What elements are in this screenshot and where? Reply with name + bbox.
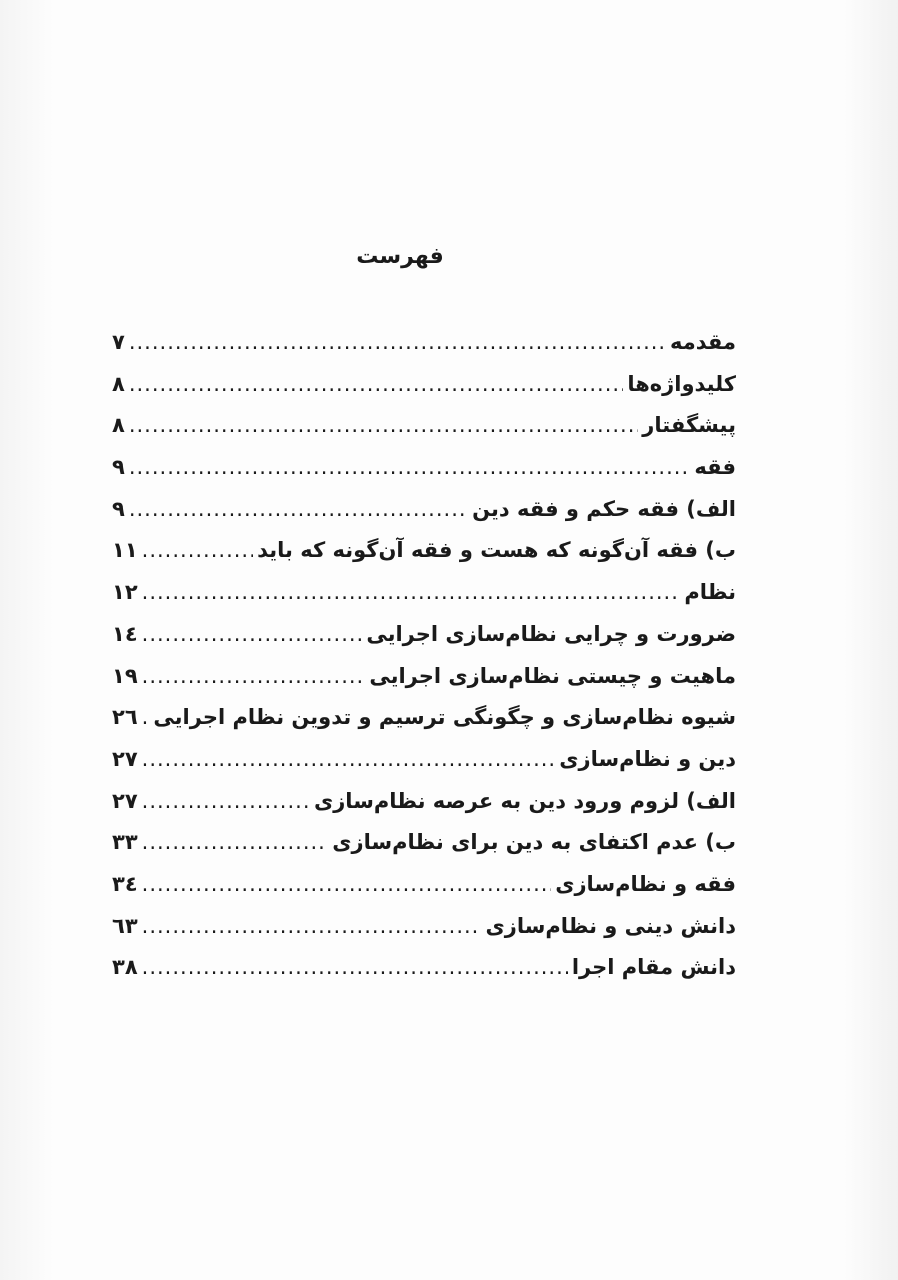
toc-entry-page: ٩ <box>112 455 125 480</box>
toc-entry <box>112 955 736 997</box>
toc-entry-page: ١٤ <box>112 621 138 646</box>
dot-leader <box>142 664 366 688</box>
dot-leader <box>129 413 638 437</box>
toc-entry-page: ٣٤ <box>112 871 138 896</box>
toc-entry-page: ١٢ <box>112 580 138 605</box>
toc-entry <box>112 872 736 914</box>
dot-leader <box>142 622 363 646</box>
toc-entry-page: ٨ <box>112 371 125 396</box>
toc-entry-title: فقه و نظام‌سازی <box>555 871 736 896</box>
toc-entry-title: دین و نظام‌سازی <box>559 746 736 771</box>
toc-entry-title: ب) عدم اکتفای به دین برای نظام‌سازی <box>332 830 736 855</box>
dot-leader <box>129 372 624 396</box>
toc-entry <box>112 914 736 956</box>
table-of-contents <box>112 330 736 997</box>
page-title: فهرست <box>356 244 444 269</box>
toc-entry-page: ٢٧ <box>112 788 138 813</box>
toc-entry-title: ب) فقه آن‌گونه که هست و فقه آن‌گونه که باید <box>257 538 736 563</box>
dot-leader <box>129 455 691 479</box>
toc-entry <box>112 497 736 539</box>
dot-leader <box>129 330 666 354</box>
toc-entry-title: ماهیت و چیستی نظام‌سازی اجرایی <box>369 663 736 688</box>
dot-leader <box>142 538 254 562</box>
toc-entry <box>112 622 736 664</box>
toc-entry-page: ٣٨ <box>112 955 138 980</box>
toc-entry-page: ٢٦ <box>112 705 138 730</box>
toc-entry-page: ٨ <box>112 413 125 438</box>
toc-entry-title: نظام <box>684 580 736 605</box>
dot-leader <box>129 497 468 521</box>
toc-entry-title: دانش مقام اجرا <box>571 955 736 980</box>
toc-entry <box>112 830 736 872</box>
dot-leader <box>142 789 310 813</box>
dot-leader <box>142 580 681 604</box>
toc-entry <box>112 664 736 706</box>
toc-entry-title: الف) فقه حکم و فقه دین <box>472 496 736 521</box>
toc-entry <box>112 538 736 580</box>
toc-entry-title: دانش دینی و نظام‌سازی <box>485 913 736 938</box>
toc-entry <box>112 580 736 622</box>
dot-leader <box>142 705 150 729</box>
toc-entry-page: ٦٣ <box>112 913 138 938</box>
toc-entry <box>112 455 736 497</box>
toc-entry-title: مقدمه <box>670 330 736 354</box>
dot-leader <box>142 914 482 938</box>
toc-entry-page: ٧ <box>112 330 125 354</box>
toc-entry-title: شیوه نظام‌سازی و چگونگی ترسیم و تدوین نظام اجرایی <box>153 705 736 730</box>
toc-entry <box>112 413 736 455</box>
dot-leader <box>142 830 329 854</box>
dot-leader <box>142 747 556 771</box>
toc-entry-page: ٣٣ <box>112 830 138 855</box>
dot-leader <box>142 872 552 896</box>
toc-entry-page: ١٩ <box>112 663 138 688</box>
toc-entry-title: ضرورت و چرایی نظام‌سازی اجرایی <box>366 621 736 646</box>
toc-entry-title: الف) لزوم ورود دین به عرصه نظام‌سازی <box>313 788 736 813</box>
toc-entry-title: پیشگفتار <box>642 413 736 438</box>
toc-entry-title: کلیدواژه‌ها <box>627 371 736 396</box>
toc-entry <box>112 747 736 789</box>
dot-leader <box>142 955 568 979</box>
toc-entry <box>112 372 736 414</box>
toc-entry-page: ٢٧ <box>112 746 138 771</box>
toc-entry <box>112 705 736 747</box>
toc-entry <box>112 330 736 372</box>
toc-entry <box>112 789 736 831</box>
toc-entry-title: فقه <box>694 455 736 480</box>
toc-entry-page: ٩ <box>112 496 125 521</box>
toc-entry-page: ١١ <box>112 538 138 563</box>
